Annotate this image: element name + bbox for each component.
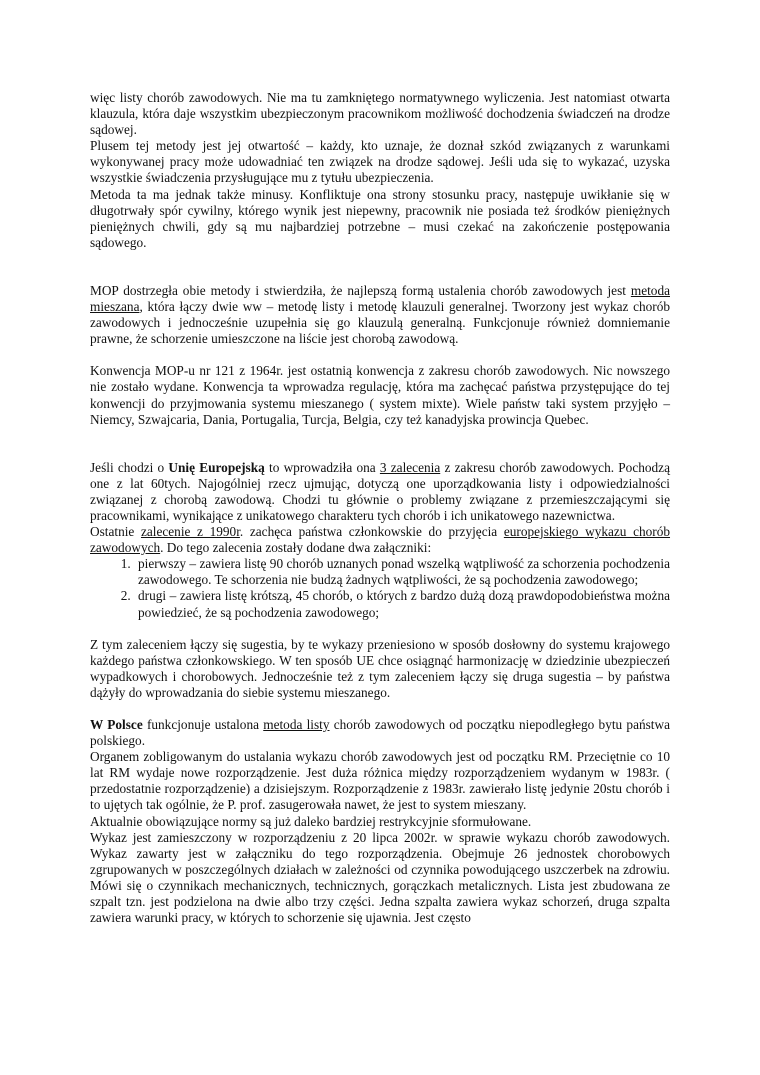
spacer [90, 251, 670, 283]
list-item: 2. drugi – zawiera listę krótszą, 45 chorób, o których z bardzo dużą dozą prawdopodobieństwa można powiedzieć, że są pochodzenia zawodowego; [134, 588, 670, 620]
document-page [90, 90, 670, 926]
paragraph-normy: Aktualnie obowiązujące normy są już daleko bardziej restrykcyjnie sformułowane. [90, 813, 532, 829]
underlined-term: metoda mieszana [90, 282, 670, 315]
spacer [90, 428, 670, 460]
numbered-list [90, 556, 670, 620]
spacer [90, 701, 670, 717]
paragraph-disadvantages: Metoda ta ma jednak także minusy. Konfliktuje ona strony stosunku pracy, następuje uwikłanie się w długotrwały spór cywilny, którego wynik jest niepewny, pracownik nie posiada też środków pieniężnych pieniężnych chwili, gdy są mu najbardziej potrzebne – musi czekać na zakończenie postępowania sądowego. [90, 186, 670, 250]
paragraph-mop: MOP dostrzegła obie metody i stwierdziła, że najlepszą formą ustalenia chorób zawodowych jest metoda mieszana, która łączy dwie ww – metodę listy i metodę klauzuli generalnej. Tworzony jest wykaz chorób zawodowych i jednocześnie uzupełnia się go klauzulą generalną. Funkcjonuje również domniemanie prawne, że schorzenie umieszczone na liście jest chorobą zawodową. [90, 282, 670, 347]
paragraph-zalecenie: Ostatnie zalecenie z 1990r. zachęca państwa członkowskie do przyjęcia europejskiego wykazu chorób zawodowych. Do tego zalecenia zostały dodane dwa załączniki: [90, 524, 671, 556]
underlined-term: 3 zalecenia [379, 459, 441, 475]
spacer [90, 621, 670, 637]
bold-term: W Polsce [90, 717, 143, 732]
paragraph-closed-list: więc listy chorób zawodowych. Nie ma tu zamkniętego normatywnego wyliczenia. Jest natomiast otwarta klauzula, która daje wszystkim ubezpieczonym pracownikom możliwość dochodzenia świadczeń na drodze sądowej. [90, 90, 670, 138]
underlined-term: metoda listy [263, 717, 330, 732]
paragraph-sugestia: Z tym zaleceniem łączy się sugestia, by te wykazy przeniesiono w sposób dosłowny do systemu krajowego każdego państwa członkowskiego. W ten sposób UE chce osiągnąć harmonizację w dziedzinie ubezpieczeń wypadkowych i chorobowych. Jednocześnie też z tym zaleceniem łączy się druga sugestia – by państwa dążyły do wprowadzania do siebie systemu mieszanego. [90, 636, 670, 700]
spacer [90, 347, 670, 363]
underlined-term: europejskiego wykazu chorób zawodowych [90, 524, 671, 556]
underlined-term: zalecenie z 1990r [140, 524, 240, 540]
paragraph-ue: Jeśli chodzi o Unię Europejską to wprowadziła ona 3 zalecenia z zakresu chorób zawodowych. Pochodzą one z lat 60tych. Najogólniej rzecz ujmując, dotyczą one uporządkowania listy i odpowiedzialności związanej z chorobą zawodową. Chodzi tu głównie o problemy związane z przemieszczającymi się pracownikami, wynikające z unikatowego charakteru tych chorób i ich unikatowego nazewnictwa. [90, 459, 670, 523]
paragraph-advantages: Plusem tej metody jest jej otwartość – każdy, kto uznaje, że doznał szkód związanych z warunkami wykonywanej pracy może udowadniać ten związek na drodze sądowej. Jeśli uda się to wykazać, uzyska wszystkie świadczenia przysługujące mu z tytułu ubezpieczenia. [90, 138, 670, 186]
paragraph-organ: Organem zobligowanym do ustalania wykazu chorób zawodowych jest od początku RM. Przeciętnie co 10 lat RM wydaje nowe rozporządzenie. Jest duża różnica między rozporządzeniem wydanym w 1983r. ( przedostatnie rozporządzenie) a dzisiejszym. Rozporządzenie z 1983r. zawierało listę jedynie 20stu chorób i to ujętych tak ogólnie, że P. prof. zasugerowała nawet, że jest to system mieszany. [90, 749, 670, 813]
paragraph-wykaz: Wykaz jest zamieszczony w rozporządzeniu z 20 lipca 2002r. w sprawie wykazu chorób zawodowych. Wykaz zawarty jest w załączniku do tego rozporządzenia. Obejmuje 26 jednostek chorobowych zgrupowanych w poszczególnych działach w zależności od czynnika powodującego uszczerbek na zdrowiu. Mówi się o czynnikach mechanicznych, technicznych, gorączkach metalicznych. Lista jest zbudowana ze szpalt tzn. jest podzielona na dwie albo trzy części. Jedna szpalta zawiera wykaz schorzeń, druga szpalta zawiera warunki pracy, w których to schorzenie się ujawnia. Jest często [90, 829, 670, 926]
bold-term: Unię Europejską [168, 459, 265, 475]
paragraph-konwencja: Konwencja MOP-u nr 121 z 1964r. jest ostatnią konwencja z zakresu chorób zawodowych. Nic nowszego nie zostało wydane. Konwencja ta wprowadza regulację, która ma zachęcać państwa przystępujące do tej konwencji do przyjmowania systemu mieszanego ( system mixte). Wiele państw taki system przyjęło – Niemcy, Szwajcaria, Dania, Portugalia, Turcja, Belgia, czy też kanadyjska prowincja Quebec. [90, 363, 670, 427]
paragraph-polska: W Polsce funkcjonuje ustalona metoda listy chorób zawodowych od początku niepodległego bytu państwa polskiego. [90, 717, 670, 749]
list-item: 1. pierwszy – zawiera listę 90 chorób uznanych ponad wszelką wątpliwość za schorzenia pochodzenia zawodowego. Te schorzenia nie budzą żadnych wątpliwości, że są pochodzenia zawodowego; [134, 556, 670, 588]
